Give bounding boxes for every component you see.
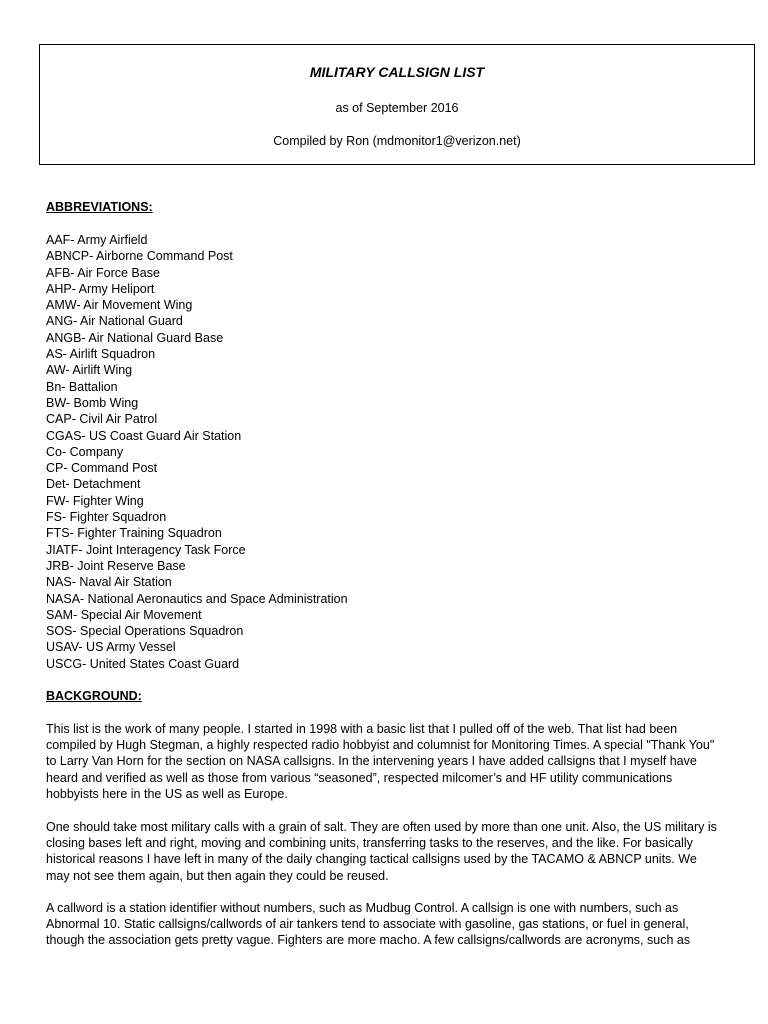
abbreviation-item: SOS- Special Operations Squadron [46, 624, 244, 639]
abbreviation-item: CP- Command Post [46, 461, 158, 476]
abbreviation-item: ABNCP- Airborne Command Post [46, 249, 233, 264]
document-date: as of September 2016 [335, 101, 459, 115]
title-box [39, 44, 755, 165]
abbreviation-item: AAF- Army Airfield [46, 233, 148, 247]
abbreviation-item: AMW- Air Movement Wing [46, 298, 193, 313]
abbreviation-item: NAS- Naval Air Station [46, 575, 172, 590]
abbreviation-item: FTS- Fighter Training Squadron [46, 526, 222, 541]
abbreviation-item: Co- Company [46, 444, 124, 459]
abbreviation-item: ANGB- Air National Guard Base [46, 330, 224, 345]
background-paragraph: A callword is a station identifier without numbers, such as Mudbug Control. A callsign is one with numbers, such as Abnormal 10. Static callsigns/callwords of air tankers tend to associate with gasoline, gas stations, or fuel in general, though the association gets pretty vague. Fighters are more macho. A few callsigns/callwords are acronyms, such as [46, 901, 691, 948]
abbreviation-item: NASA- National Aeronautics and Space Administration [46, 591, 348, 606]
abbreviation-item: CGAS- US Coast Guard Air Station [46, 428, 242, 443]
background-paragraph: One should take most military calls with a grain of salt. They are often used by more than one unit. Also, the US military is closing bases left and right, moving and combining units, transferring tasks to the reserves, and the like. For basically historical reasons I have left in many of the daily changing tactical callsigns used by the TACAMO & ABNCP units. We may not see them again, but then again they could be reused. [46, 820, 717, 883]
background-paragraph: This list is the work of many people. I started in 1998 with a basic list that I pulled off of the web. That list had been compiled by Hugh Stegman, a highly respected radio hobbyist and columnist for Monitoring Times. A special "Thank You" to Larry Van Horn for the section on NASA callsigns. In the intervening years I have added callsigns that I myself have heard and verified as well as those from various “seasoned”, respected milcomer’s and HF utility communications hobbyists here in the US as well as Europe. [46, 722, 715, 801]
abbreviation-item: FW- Fighter Wing [46, 493, 144, 508]
abbreviation-item: CAP- Civil Air Patrol [46, 412, 158, 427]
abbreviation-item: SAM- Special Air Movement [46, 607, 202, 622]
abbreviation-item: JIATF- Joint Interagency Task Force [46, 542, 246, 557]
abbreviation-item: USAV- US Army Vessel [46, 640, 176, 655]
abbreviation-item: Det- Detachment [46, 477, 141, 492]
abbreviation-item: AFB- Air Force Base [46, 265, 160, 280]
document-title: MILITARY CALLSIGN LIST [309, 64, 485, 80]
abbreviation-item: JRB- Joint Reserve Base [46, 558, 186, 573]
abbreviation-item: BW- Bomb Wing [46, 395, 139, 410]
abbreviation-item: ANG- Air National Guard [46, 314, 183, 329]
abbreviation-item: AS- Airlift Squadron [46, 347, 156, 362]
abbreviations-heading: ABBREVIATIONS: [46, 200, 153, 214]
abbreviation-item: FS- Fighter Squadron [46, 510, 167, 525]
abbreviations-list [46, 232, 348, 672]
background-heading: BACKGROUND: [46, 689, 142, 703]
abbreviation-item: AHP- Army Heliport [46, 281, 155, 296]
document-compiler: Compiled by Ron (mdmonitor1@verizon.net) [273, 134, 521, 148]
abbreviation-item: AW- Airlift Wing [46, 363, 133, 378]
abbreviation-item: USCG- United States Coast Guard [46, 656, 240, 671]
abbreviation-item: Bn- Battalion [46, 379, 118, 394]
